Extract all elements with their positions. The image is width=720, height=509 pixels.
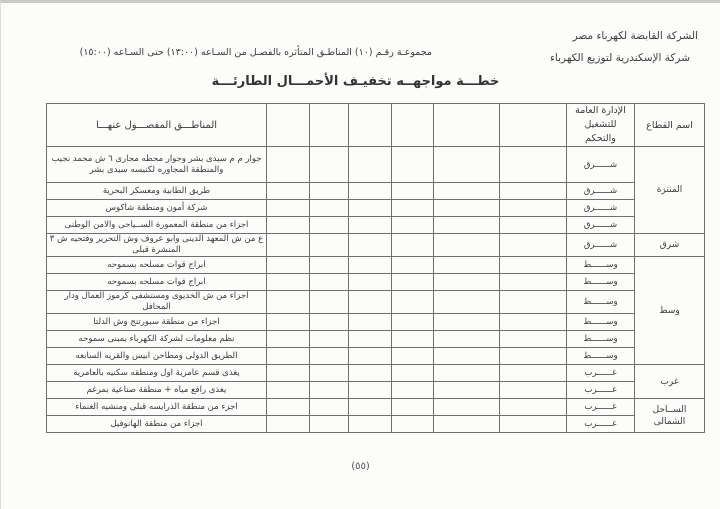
empty-cell (500, 314, 567, 331)
table-row (47, 217, 705, 234)
empty-cell (349, 348, 392, 365)
empty-cell (310, 348, 349, 365)
admin-cell: وســــــط (567, 291, 635, 314)
admin-cell: وســــــط (567, 348, 635, 365)
table-row (47, 183, 705, 200)
empty-cell (349, 200, 392, 217)
empty-cell (310, 382, 349, 399)
empty-cell (392, 416, 434, 433)
empty-cell (267, 274, 310, 291)
col-header-areas: المناطـــق المفصـــول عنهـــا (47, 104, 267, 147)
empty-cell (310, 234, 349, 257)
empty-cell (500, 217, 567, 234)
empty-cell (310, 416, 349, 433)
empty-cell (500, 183, 567, 200)
empty-cell (349, 399, 392, 416)
admin-cell: شــــــرق (567, 200, 635, 217)
admin-cell: شــــــرق (567, 147, 635, 183)
empty-cell (500, 200, 567, 217)
empty-cell (434, 274, 500, 291)
table-row (47, 234, 705, 257)
admin-cell: وســــــط (567, 331, 635, 348)
col-header-empty (349, 104, 392, 147)
area-cell: يغذى قسم عامرية اول ومنطقه سكنيه بالعامرية (47, 365, 267, 382)
area-cell: اجزاء من منطقة سبورتنج وش الدلتا (47, 314, 267, 331)
area-cell: اجزء من منطقة الدرايسه قبلى ومنشيه الغنماء (47, 399, 267, 416)
empty-cell (267, 200, 310, 217)
empty-cell (434, 183, 500, 200)
empty-cell (349, 416, 392, 433)
empty-cell (500, 416, 567, 433)
holding-company-name: الشركة القابضة لكهرباء مصر (572, 30, 698, 42)
empty-cell (310, 399, 349, 416)
empty-cell (434, 200, 500, 217)
table-row (47, 348, 705, 365)
empty-cell (434, 291, 500, 314)
empty-cell (392, 257, 434, 274)
area-cell: ابراج قوات مسلحه بسموحه (47, 257, 267, 274)
page-number: (٥٥) (351, 461, 370, 472)
empty-cell (500, 331, 567, 348)
empty-cell (267, 291, 310, 314)
empty-cell (500, 291, 567, 314)
page-title: خطـــة مواجهــه تخفيـف الأحمـــال الطارئـــة (211, 74, 500, 89)
table-row (47, 331, 705, 348)
area-cell: اجزاء من ش الخديوى ومستشفى كرموز العمال ودار المحافل (47, 291, 267, 314)
area-cell: اجزاء من منطقة المعمورة الســياحى والامن الوطنى (47, 217, 267, 234)
area-cell: الطريق الدولى ومطاحن ابيس والقريه السابعه (47, 348, 267, 365)
admin-cell: غــــــرب (567, 416, 635, 433)
empty-cell (392, 365, 434, 382)
empty-cell (310, 365, 349, 382)
empty-cell (310, 291, 349, 314)
load-shedding-table (46, 103, 705, 433)
area-cell: يغذى رافع مياه + منطقة صناعية بمرغم (47, 382, 267, 399)
empty-cell (310, 217, 349, 234)
empty-cell (349, 183, 392, 200)
sector-cell: غرب (635, 365, 705, 399)
empty-cell (310, 183, 349, 200)
empty-cell (434, 365, 500, 382)
admin-cell: شــــــرق (567, 234, 635, 257)
admin-cell: شــــــرق (567, 183, 635, 200)
empty-cell (500, 274, 567, 291)
sector-cell: وسط (635, 257, 705, 365)
admin-cell: غــــــرب (567, 365, 635, 382)
empty-cell (310, 147, 349, 183)
admin-cell: غــــــرب (567, 399, 635, 416)
table-row (47, 274, 705, 291)
empty-cell (434, 331, 500, 348)
empty-cell (392, 147, 434, 183)
empty-cell (392, 291, 434, 314)
empty-cell (392, 200, 434, 217)
empty-cell (267, 234, 310, 257)
admin-cell: وســــــط (567, 257, 635, 274)
sector-cell: الســاحل الشمالى (635, 399, 705, 433)
empty-cell (267, 365, 310, 382)
empty-cell (434, 217, 500, 234)
table-row (47, 147, 705, 183)
col-header-empty (310, 104, 349, 147)
table-row (47, 365, 705, 382)
empty-cell (500, 257, 567, 274)
col-header-empty (434, 104, 500, 147)
empty-cell (434, 234, 500, 257)
empty-cell (392, 314, 434, 331)
table-row (47, 200, 705, 217)
sector-cell: المنتزة (635, 147, 705, 234)
empty-cell (392, 183, 434, 200)
empty-cell (349, 382, 392, 399)
area-cell: طريق الطابية ومعسكر البحرية (47, 183, 267, 200)
empty-cell (267, 183, 310, 200)
empty-cell (267, 416, 310, 433)
empty-cell (267, 314, 310, 331)
area-cell: جوار م م سيدى بشر وجوار محطه مجارى ٦ ش محمد نجيب والمنطقة المجاوره لكنيسه سيدى بشر (47, 147, 267, 183)
empty-cell (267, 331, 310, 348)
table-row (47, 314, 705, 331)
empty-cell (434, 382, 500, 399)
group-schedule-line: مجموعـة رقـم (١٠) المناطـق المتأثره بالفصـل من السـاعه (١٣:٠٠) حتى السـاعه (١٥:٠٠) (79, 47, 432, 58)
empty-cell (500, 147, 567, 183)
empty-cell (392, 234, 434, 257)
empty-cell (267, 399, 310, 416)
empty-cell (392, 348, 434, 365)
distribution-company-name: شركة الإسكندرية لتوزيع الكهرباء (549, 52, 690, 64)
empty-cell (434, 348, 500, 365)
empty-cell (267, 147, 310, 183)
empty-cell (500, 365, 567, 382)
admin-cell: غــــــرب (567, 382, 635, 399)
table-row (47, 382, 705, 399)
empty-cell (349, 217, 392, 234)
table-row (47, 291, 705, 314)
col-header-empty (267, 104, 310, 147)
table-row (47, 257, 705, 274)
empty-cell (434, 147, 500, 183)
empty-cell (392, 331, 434, 348)
col-header-empty (500, 104, 567, 147)
empty-cell (349, 257, 392, 274)
empty-cell (267, 348, 310, 365)
admin-cell: شــــــرق (567, 217, 635, 234)
col-header-admin (567, 104, 635, 147)
area-cell: ع من ش المعهد الدينى وابو عروف وش التحرير وفتحيه ش ٣ المنشرة قبلى (47, 234, 267, 257)
area-cell: ابراج قوات مسلحه بسموحه (47, 274, 267, 291)
empty-cell (434, 314, 500, 331)
area-cell: شركة أمون ومنطقة شاكوس (47, 200, 267, 217)
area-cell: نظم معلومات لشركة الكهرباء بمبنى سموحه (47, 331, 267, 348)
table-header-row (47, 104, 705, 147)
empty-cell (310, 200, 349, 217)
table-row (47, 416, 705, 433)
empty-cell (349, 365, 392, 382)
empty-cell (392, 217, 434, 234)
empty-cell (349, 147, 392, 183)
col-header-sector: اسم القطاع (635, 104, 705, 147)
empty-cell (392, 382, 434, 399)
letterhead (550, 25, 698, 69)
empty-cell (500, 382, 567, 399)
admin-cell: وســــــط (567, 314, 635, 331)
empty-cell (267, 257, 310, 274)
empty-cell (434, 399, 500, 416)
empty-cell (392, 274, 434, 291)
empty-cell (349, 234, 392, 257)
empty-cell (310, 331, 349, 348)
col-header-admin-line1: الإدارة العامة (575, 105, 626, 116)
col-header-empty (392, 104, 434, 147)
empty-cell (500, 234, 567, 257)
empty-cell (310, 314, 349, 331)
col-header-admin-line2: للتشغيل والتحكم (584, 119, 617, 144)
empty-cell (267, 382, 310, 399)
empty-cell (349, 314, 392, 331)
empty-cell (349, 291, 392, 314)
empty-cell (349, 331, 392, 348)
admin-cell: وســــــط (567, 274, 635, 291)
empty-cell (310, 257, 349, 274)
empty-cell (434, 257, 500, 274)
empty-cell (310, 274, 349, 291)
table-row (47, 399, 705, 416)
empty-cell (500, 348, 567, 365)
empty-cell (434, 416, 500, 433)
empty-cell (500, 399, 567, 416)
area-cell: اجزاء من منطقة الهانوفيل (47, 416, 267, 433)
empty-cell (392, 399, 434, 416)
empty-cell (267, 217, 310, 234)
sector-cell: شرق (635, 234, 705, 257)
empty-cell (349, 274, 392, 291)
